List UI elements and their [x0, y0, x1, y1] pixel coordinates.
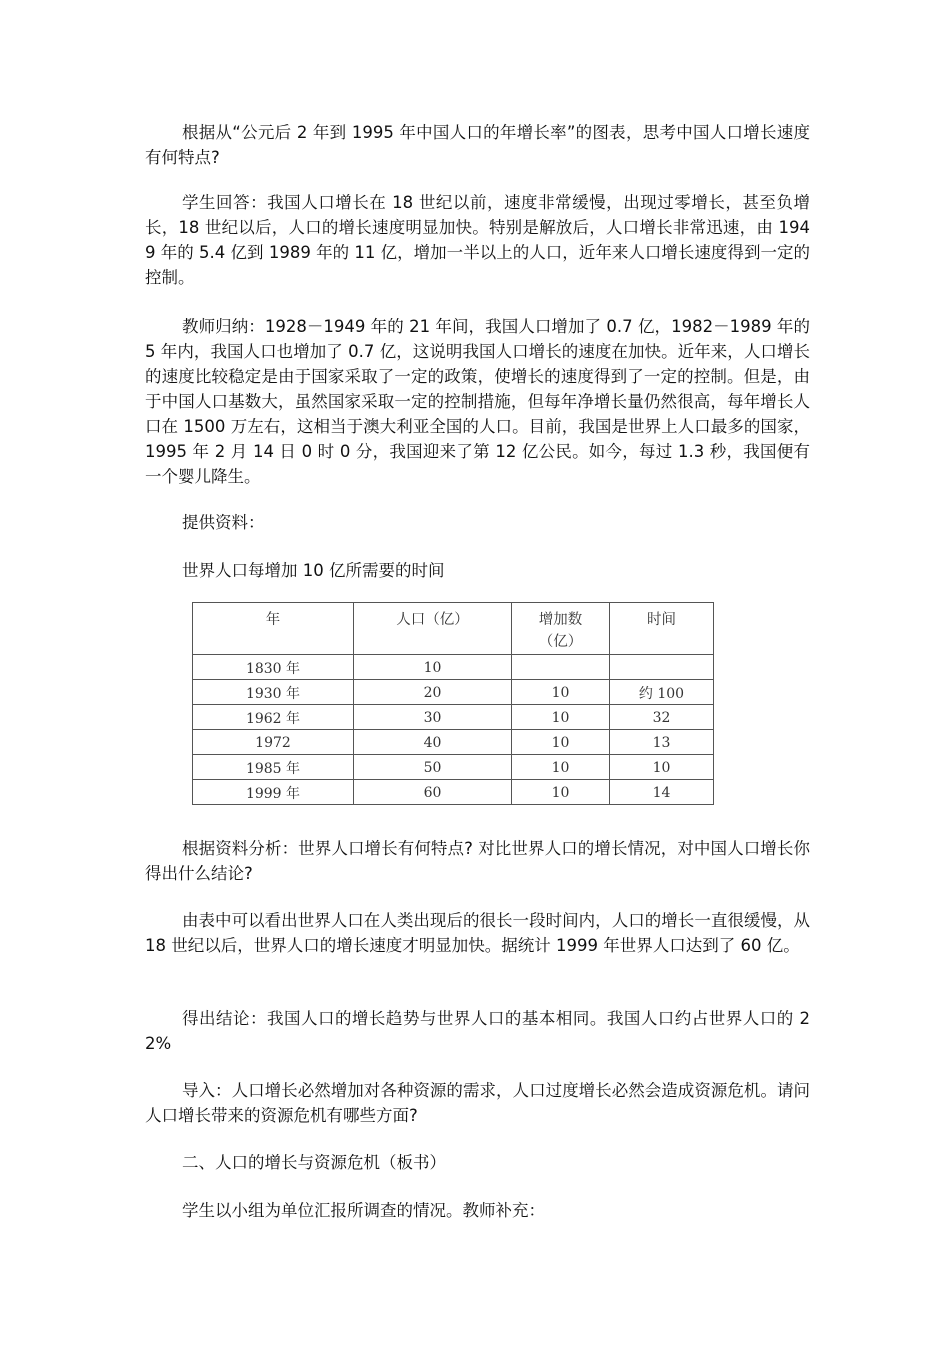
cell-increase: 10 [512, 680, 610, 705]
header-time: 时间 [610, 603, 714, 655]
cell-population: 10 [354, 655, 512, 680]
paragraph-table-analysis: 由表中可以看出世界人口在人类出现后的很长一段时间内，人口的增长一直很缓慢，从 18 世纪以后，世界人口的增长速度才明显加快。据统计 1999 年世界人口达到了 60 亿。 [145, 911, 810, 955]
table-row [193, 655, 714, 680]
cell-time [610, 655, 714, 680]
table-row [193, 705, 714, 730]
paragraph-question-china-growth: 根据从“公元后 2 年到 1995 年中国人口的年增长率”的图表，思考中国人口增长速度有何特点? [145, 123, 810, 167]
cell-population: 50 [354, 755, 512, 780]
table-row [193, 680, 714, 705]
cell-year: 1999 年 [193, 780, 354, 805]
table-row [193, 755, 714, 780]
world-population-table [192, 602, 714, 805]
cell-population: 30 [354, 705, 512, 730]
cell-population: 20 [354, 680, 512, 705]
header-increase: 增加数（亿） [512, 603, 610, 655]
cell-increase [512, 655, 610, 680]
paragraph-analysis-question: 根据资料分析：世界人口增长有何特点? 对比世界人口的增长情况，对中国人口增长你得出什么结论? [145, 839, 810, 883]
header-year: 年 [193, 603, 354, 655]
section-heading-resource-crisis: 二、人口的增长与资源危机（板书） [182, 1153, 446, 1172]
paragraph-introduction: 导入：人口增长必然增加对各种资源的需求，人口过度增长必然会造成资源危机。请问人口增长带来的资源危机有哪些方面? [145, 1081, 810, 1125]
cell-population: 40 [354, 730, 512, 755]
world-population-table-wrap [192, 602, 714, 805]
cell-increase: 10 [512, 705, 610, 730]
cell-increase: 10 [512, 780, 610, 805]
cell-increase: 10 [512, 730, 610, 755]
table-caption: 世界人口每增加 10 亿所需要的时间 [182, 561, 445, 580]
cell-year: 1985 年 [193, 755, 354, 780]
paragraph-teacher-summary: 教师归纳：1928－1949 年的 21 年间，我国人口增加了 0.7 亿，1982－1989 年的 5 年内，我国人口也增加了 0.7 亿，这说明我国人口增长的速度在加快。近年来，人口增长的速度比较稳定是由于国家采取了一定的政策，使增长的速度得到了一定的控制。但是，由于中国人口基数大，虽然国家采取一定的控制措施，但每年净增长量仍然很高，每年增长人口在 1500 万左右，这相当于澳大利亚全国的人口。目前，我国是世界上人口最多的国家，1995 年 2 月 14 日 0 时 0 分，我国迎来了第 12 亿公民。如今，每过 1.3 秒，我国便有一个婴儿降生。 [145, 317, 810, 486]
table-header-row [193, 603, 714, 655]
table-row [193, 730, 714, 755]
paragraph-conclusion: 得出结论：我国人口的增长趋势与世界人口的基本相同。我国人口约占世界人口的 22% [145, 1009, 810, 1053]
table-row [193, 780, 714, 805]
cell-time: 32 [610, 705, 714, 730]
cell-year: 1962 年 [193, 705, 354, 730]
paragraph-student-answer: 学生回答：我国人口增长在 18 世纪以前，速度非常缓慢，出现过零增长，甚至负增长，18 世纪以后，人口的增长速度明显加快。特别是解放后，人口增长非常迅速，由 1949 年的 5.4 亿到 1989 年的 11 亿，增加一半以上的人口，近年来人口增长速度得到一定的控制。 [145, 193, 810, 287]
header-population: 人口（亿） [354, 603, 512, 655]
cell-time: 10 [610, 755, 714, 780]
paragraph-provide-materials: 提供资料： [182, 513, 265, 532]
cell-increase: 10 [512, 755, 610, 780]
paragraph-student-report: 学生以小组为单位汇报所调查的情况。教师补充： [182, 1201, 545, 1220]
cell-year: 1830 年 [193, 655, 354, 680]
cell-year: 1972 [193, 730, 354, 755]
cell-year: 1930 年 [193, 680, 354, 705]
cell-time: 约 100 [610, 680, 714, 705]
cell-population: 60 [354, 780, 512, 805]
cell-time: 14 [610, 780, 714, 805]
cell-time: 13 [610, 730, 714, 755]
